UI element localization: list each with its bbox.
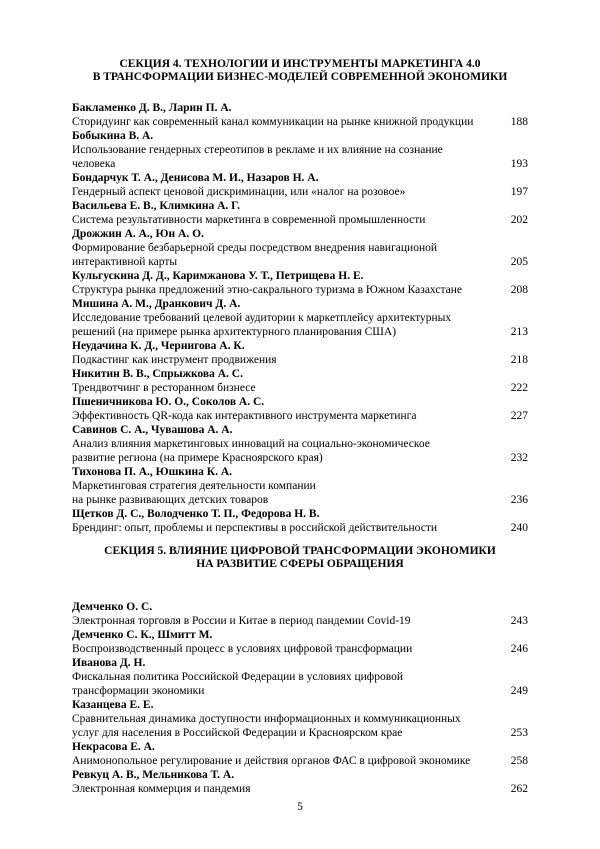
entry-page-number: 202 bbox=[510, 214, 528, 226]
entry-page-number: 208 bbox=[510, 284, 528, 296]
entry-title-line bbox=[72, 726, 528, 740]
entry-title-line bbox=[72, 614, 528, 628]
entry-authors: Тихонова П. А., Юшкина К. А. bbox=[72, 466, 233, 478]
entry-page-number: 232 bbox=[510, 452, 528, 464]
toc-entry bbox=[72, 339, 528, 367]
entry-authors: Бондарчук Т. А., Денисова М. И., Назаров Н. А. bbox=[72, 172, 319, 184]
section-title-line: СЕКЦИЯ 5. ВЛИЯНИЕ ЦИФРОВОЙ ТРАНСФОРМАЦИИ ЭКОНОМИКИ bbox=[104, 545, 496, 557]
entry-title-line bbox=[72, 521, 528, 535]
entry-title-text: Исследование требований целевой аудитории к маркетплейсу архитектурных bbox=[72, 312, 452, 324]
entry-title-line bbox=[72, 143, 528, 157]
entry-title-line bbox=[72, 684, 528, 698]
entry-authors: Васильева Е. В., Климкина А. Г. bbox=[72, 200, 241, 212]
entry-title-text: Подкастинг как инструмент продвижения bbox=[72, 354, 277, 366]
entry-title-text: услуг для населения в Российской Федерации и Красноярском крае bbox=[72, 727, 403, 739]
entry-title-line bbox=[72, 782, 528, 796]
section-title-line: НА РАЗВИТИЕ СФЕРЫ ОБРАЩЕНИЯ bbox=[196, 558, 404, 570]
entry-authors: Щетков Д. С., Володченко Т. П., Федорова Н. В. bbox=[72, 508, 320, 520]
entry-title-line bbox=[72, 409, 528, 423]
entry-title-line bbox=[72, 670, 528, 684]
entry-title-text: Формирование безбарьерной среды посредством внедрения навигационой bbox=[72, 242, 438, 254]
entry-page-number: 243 bbox=[510, 615, 528, 627]
entry-title-text: Структура рынка предложений этно-сакрального туризма в Южном Казахстане bbox=[72, 284, 462, 296]
toc-entry bbox=[72, 199, 528, 227]
entry-title-text: решений (на примере рынка архитектурного планирования США) bbox=[72, 326, 397, 338]
entry-title-text: Гендерный аспект ценовой дискриминации, или «налог на розовое» bbox=[72, 186, 406, 198]
entry-title-line bbox=[72, 642, 528, 656]
entry-title-text: Использование гендерных стереотипов в рекламе и их влияние на сознание bbox=[72, 144, 443, 156]
toc-entry bbox=[72, 465, 528, 507]
section-5-entries bbox=[72, 600, 528, 796]
entry-page-number: 222 bbox=[510, 382, 528, 394]
entry-title-text: Фискальная политика Российской Федерации в условиях цифровой bbox=[72, 671, 403, 683]
entry-title-text: Сравнительная динамика доступности информационных и коммуникационных bbox=[72, 713, 461, 725]
entry-title-line bbox=[72, 493, 528, 507]
entry-authors: Иванова Д. Н. bbox=[72, 657, 146, 669]
entry-authors: Никитин В. В., Спрыжкова А. С. bbox=[72, 368, 243, 380]
entry-page-number: 197 bbox=[510, 186, 528, 198]
entry-authors: Казанцева Е. Е. bbox=[72, 699, 154, 711]
entry-title-text: развитие региона (на примере Красноярского края) bbox=[72, 452, 323, 464]
entry-title-text: Анализ влияния маркетинговых инноваций на социально-экономическое bbox=[72, 438, 430, 450]
entry-authors: Дрожжин А. А., Юн А. О. bbox=[72, 228, 204, 240]
entry-title-line bbox=[72, 437, 528, 451]
toc-entry bbox=[72, 395, 528, 423]
entry-title-text: трансформации экономики bbox=[72, 685, 205, 697]
entry-title-text: Электронная коммерция и пандемия bbox=[72, 783, 251, 795]
toc-entry bbox=[72, 628, 528, 656]
section-4-entries bbox=[72, 101, 528, 535]
entry-title-line bbox=[72, 115, 528, 129]
entry-title-line bbox=[72, 283, 528, 297]
entry-title-text: Система результативности маркетинга в современной промышленности bbox=[72, 214, 426, 226]
entry-page-number: 227 bbox=[510, 410, 528, 422]
entry-page-number: 188 bbox=[510, 116, 528, 128]
entry-title-text: Трендвотчинг в ресторанном бизнесе bbox=[72, 382, 256, 394]
toc-entry bbox=[72, 101, 528, 129]
toc-entry bbox=[72, 297, 528, 339]
entry-title-text: Электронная торговля в России и Китае в период пандемии Covid-19 bbox=[72, 615, 411, 627]
entry-title-line bbox=[72, 353, 528, 367]
entry-title-line bbox=[72, 325, 528, 339]
entry-page-number: 253 bbox=[510, 727, 528, 739]
entry-title-text: Эффективность QR-кода как интерактивного инструмента маркетинга bbox=[72, 410, 417, 422]
entry-page-number: 258 bbox=[510, 755, 528, 767]
entry-page-number: 213 bbox=[510, 326, 528, 338]
section-4-title bbox=[72, 58, 528, 84]
entry-page-number: 218 bbox=[510, 354, 528, 366]
toc-entry bbox=[72, 227, 528, 269]
toc-entry bbox=[72, 367, 528, 395]
toc-entry bbox=[72, 423, 528, 465]
entry-authors: Бобыкина В. А. bbox=[72, 130, 154, 142]
entry-title-line bbox=[72, 451, 528, 465]
entry-title-line bbox=[72, 381, 528, 395]
toc-entry bbox=[72, 600, 528, 628]
entry-page-number: 240 bbox=[510, 522, 528, 534]
toc-entry bbox=[72, 507, 528, 535]
entry-authors: Демченко С. К., Шмитт М. bbox=[72, 629, 213, 641]
entry-title-line bbox=[72, 241, 528, 255]
entry-page-number: 246 bbox=[510, 643, 528, 655]
entry-title-text: Воспроизводственный процесс в условиях цифровой трансформации bbox=[72, 643, 413, 655]
entry-authors: Бакламенко Д. В., Ларин П. А. bbox=[72, 102, 232, 114]
entry-title-line bbox=[72, 157, 528, 171]
toc-entry bbox=[72, 656, 528, 698]
entry-authors: Кульгускина Д. Д., Каримжанова У. Т., Петрищева Н. Е. bbox=[72, 270, 364, 282]
toc-entry bbox=[72, 269, 528, 297]
entry-page-number: 193 bbox=[510, 158, 528, 170]
toc-entry bbox=[72, 129, 528, 171]
entry-title-text: человека bbox=[72, 158, 116, 170]
entry-authors: Савинов С. А., Чувашова А. А. bbox=[72, 424, 233, 436]
toc-entry bbox=[72, 768, 528, 796]
entry-title-line bbox=[72, 185, 528, 199]
entry-title-line bbox=[72, 712, 528, 726]
entry-title-text: Анимонопольное регулирование и действия органов ФАС в цифровой экономике bbox=[72, 755, 471, 767]
entry-title-line bbox=[72, 479, 528, 493]
toc-entry bbox=[72, 740, 528, 768]
entry-page-number: 236 bbox=[510, 494, 528, 506]
entry-title-text: Сторидуинг как современный канал коммуникации на рынке книжной продукции bbox=[72, 116, 474, 128]
entry-title-line bbox=[72, 311, 528, 325]
entry-authors: Демченко О. С. bbox=[72, 601, 153, 613]
entry-page-number: 249 bbox=[510, 685, 528, 697]
section-title-line: СЕКЦИЯ 4. ТЕХНОЛОГИИ И ИНСТРУМЕНТЫ МАРКЕТИНГА 4.0 bbox=[119, 58, 481, 70]
toc-entry bbox=[72, 171, 528, 199]
entry-page-number: 205 bbox=[510, 256, 528, 268]
entry-title-text: на рынке развивающих детских товаров bbox=[72, 494, 269, 506]
entry-title-line bbox=[72, 213, 528, 227]
entry-authors: Пшеничникова Ю. О., Соколов А. С. bbox=[72, 396, 265, 408]
entry-title-text: Маркетинговая стратегия деятельности компании bbox=[72, 480, 316, 492]
page-number: 5 bbox=[297, 801, 303, 813]
entry-title-line bbox=[72, 255, 528, 269]
section-title-line: В ТРАНСФОРМАЦИИ БИЗНЕС-МОДЕЛЕЙ СОВРЕМЕННОЙ ЭКОНОМИКИ bbox=[92, 71, 508, 83]
entry-authors: Некрасова Е. А. bbox=[72, 741, 155, 753]
entry-title-text: Брендинг: опыт, проблемы и перспективы в российской действительности bbox=[72, 522, 437, 534]
entry-authors: Мишина А. М., Дранкович Д. А. bbox=[72, 298, 241, 310]
entry-title-text: интерактивной карты bbox=[72, 256, 178, 268]
entry-authors: Ревкуц А. В., Мельникова Т. А. bbox=[72, 769, 235, 781]
entry-authors: Неудачина К. Д., Чернигова А. К. bbox=[72, 340, 245, 352]
entry-title-line bbox=[72, 754, 528, 768]
section-5-title bbox=[72, 545, 528, 571]
toc-entry bbox=[72, 698, 528, 740]
entry-page-number: 262 bbox=[510, 783, 528, 795]
